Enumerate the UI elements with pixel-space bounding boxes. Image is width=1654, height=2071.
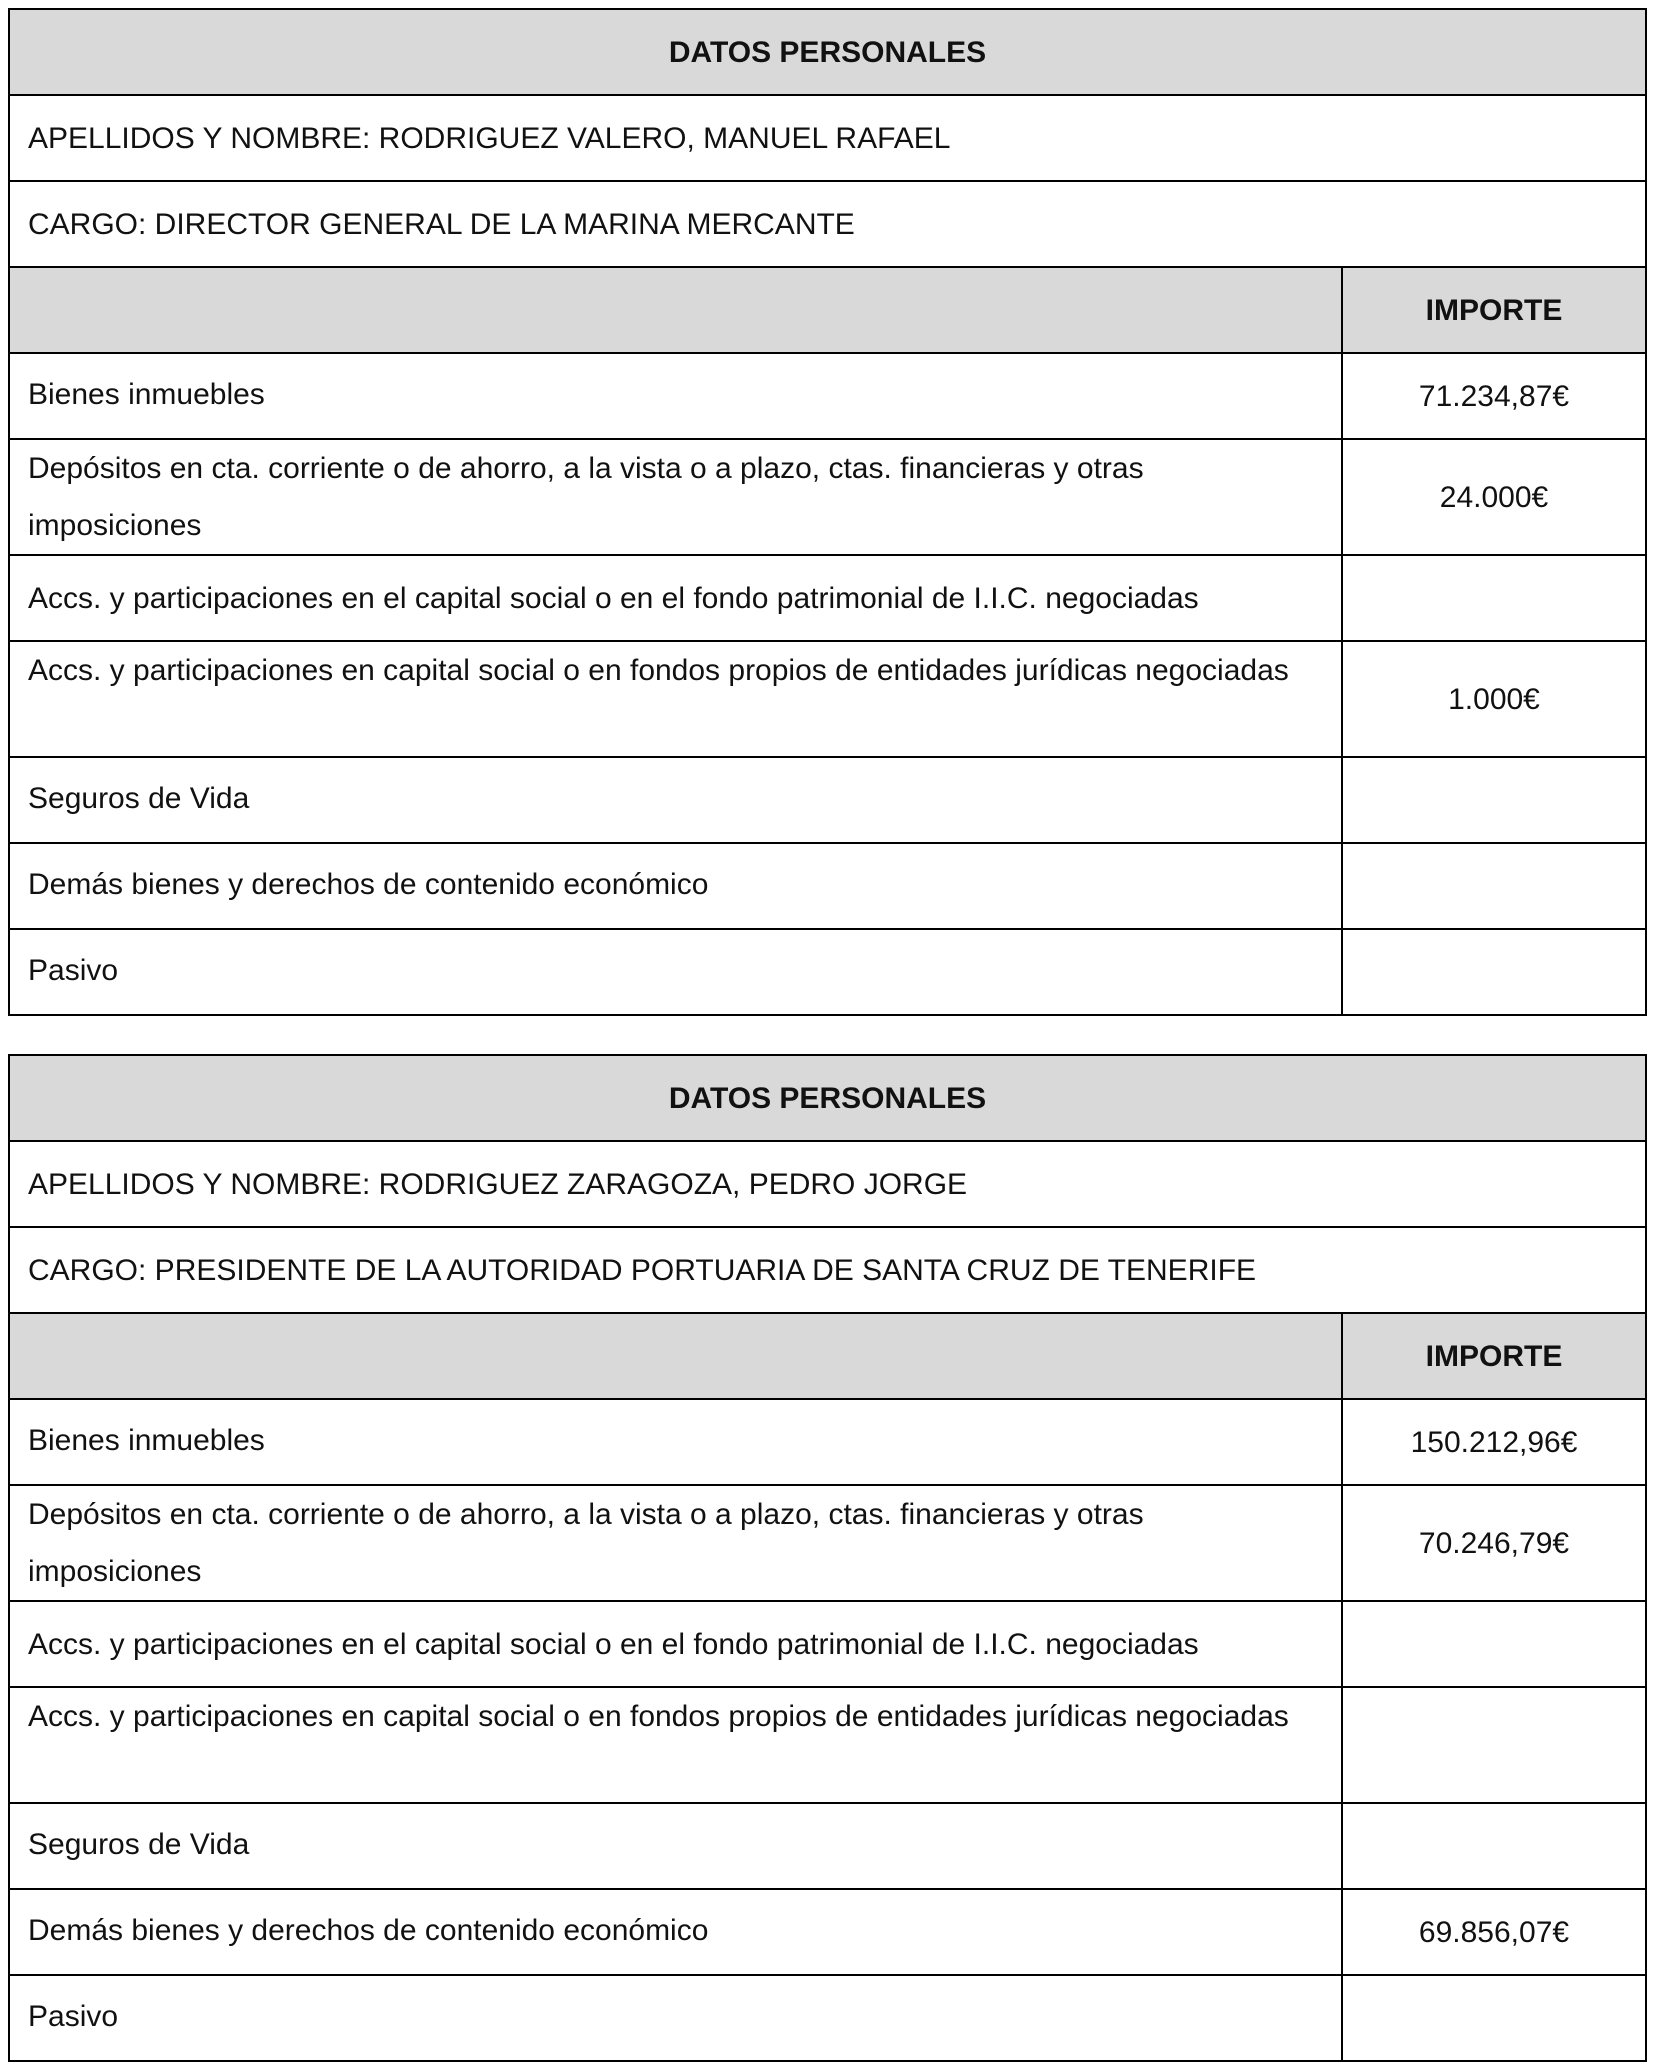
table-row <box>9 843 1646 929</box>
row-value <box>1342 1601 1646 1687</box>
table-row <box>9 1485 1646 1601</box>
table-row <box>9 1803 1646 1889</box>
table-row <box>9 1687 1646 1803</box>
row-label: Accs. y participaciones en el capital social o en el fondo patrimonial de I.I.C. negociadas <box>9 555 1342 641</box>
name-line: APELLIDOS Y NOMBRE: RODRIGUEZ ZARAGOZA, PEDRO JORGE <box>9 1141 1646 1227</box>
row-value <box>1342 1687 1646 1803</box>
cargo-line: CARGO: DIRECTOR GENERAL DE LA MARINA MERCANTE <box>9 181 1646 267</box>
row-label: Depósitos en cta. corriente o de ahorro, a la vista o a plazo, ctas. financieras y otras imposiciones <box>9 439 1342 555</box>
table-row <box>9 757 1646 843</box>
row-value: 24.000€ <box>1342 439 1646 555</box>
cargo-line: CARGO: PRESIDENTE DE LA AUTORIDAD PORTUARIA DE SANTA CRUZ DE TENERIFE <box>9 1227 1646 1313</box>
name-line: APELLIDOS Y NOMBRE: RODRIGUEZ VALERO, MANUEL RAFAEL <box>9 95 1646 181</box>
row-label: Pasivo <box>9 929 1342 1015</box>
table-row <box>9 929 1646 1015</box>
row-value: 70.246,79€ <box>1342 1485 1646 1601</box>
row-label: Accs. y participaciones en el capital social o en el fondo patrimonial de I.I.C. negociadas <box>9 1601 1342 1687</box>
row-label: Depósitos en cta. corriente o de ahorro, a la vista o a plazo, ctas. financieras y otras imposiciones <box>9 1485 1342 1601</box>
row-label: Seguros de Vida <box>9 757 1342 843</box>
row-label: Bienes inmuebles <box>9 353 1342 439</box>
table-row <box>9 1601 1646 1687</box>
section-header: DATOS PERSONALES <box>9 1055 1646 1141</box>
row-label: Demás bienes y derechos de contenido económico <box>9 1889 1342 1975</box>
table-row <box>9 641 1646 757</box>
column-header-blank <box>9 267 1342 353</box>
row-value: 1.000€ <box>1342 641 1646 757</box>
declaration-table-2 <box>8 1054 1647 2062</box>
table-row <box>9 1975 1646 2061</box>
table-row <box>9 353 1646 439</box>
row-label: Demás bienes y derechos de contenido económico <box>9 843 1342 929</box>
column-header-blank <box>9 1313 1342 1399</box>
row-label: Accs. y participaciones en capital social o en fondos propios de entidades jurídicas negociadas <box>9 1687 1342 1803</box>
importe-column-header: IMPORTE <box>1342 1313 1646 1399</box>
row-label: Seguros de Vida <box>9 1803 1342 1889</box>
row-label: Pasivo <box>9 1975 1342 2061</box>
section-header: DATOS PERSONALES <box>9 9 1646 95</box>
importe-column-header: IMPORTE <box>1342 267 1646 353</box>
row-value <box>1342 1803 1646 1889</box>
row-value <box>1342 757 1646 843</box>
table-row <box>9 1889 1646 1975</box>
row-value <box>1342 1975 1646 2061</box>
row-value <box>1342 843 1646 929</box>
table-row <box>9 1399 1646 1485</box>
table-row <box>9 439 1646 555</box>
row-value: 71.234,87€ <box>1342 353 1646 439</box>
row-value: 69.856,07€ <box>1342 1889 1646 1975</box>
row-label: Bienes inmuebles <box>9 1399 1342 1485</box>
table-row <box>9 555 1646 641</box>
row-value <box>1342 929 1646 1015</box>
declaration-table-1 <box>8 8 1647 1016</box>
row-value <box>1342 555 1646 641</box>
row-value: 150.212,96€ <box>1342 1399 1646 1485</box>
row-label: Accs. y participaciones en capital social o en fondos propios de entidades jurídicas negociadas <box>9 641 1342 757</box>
